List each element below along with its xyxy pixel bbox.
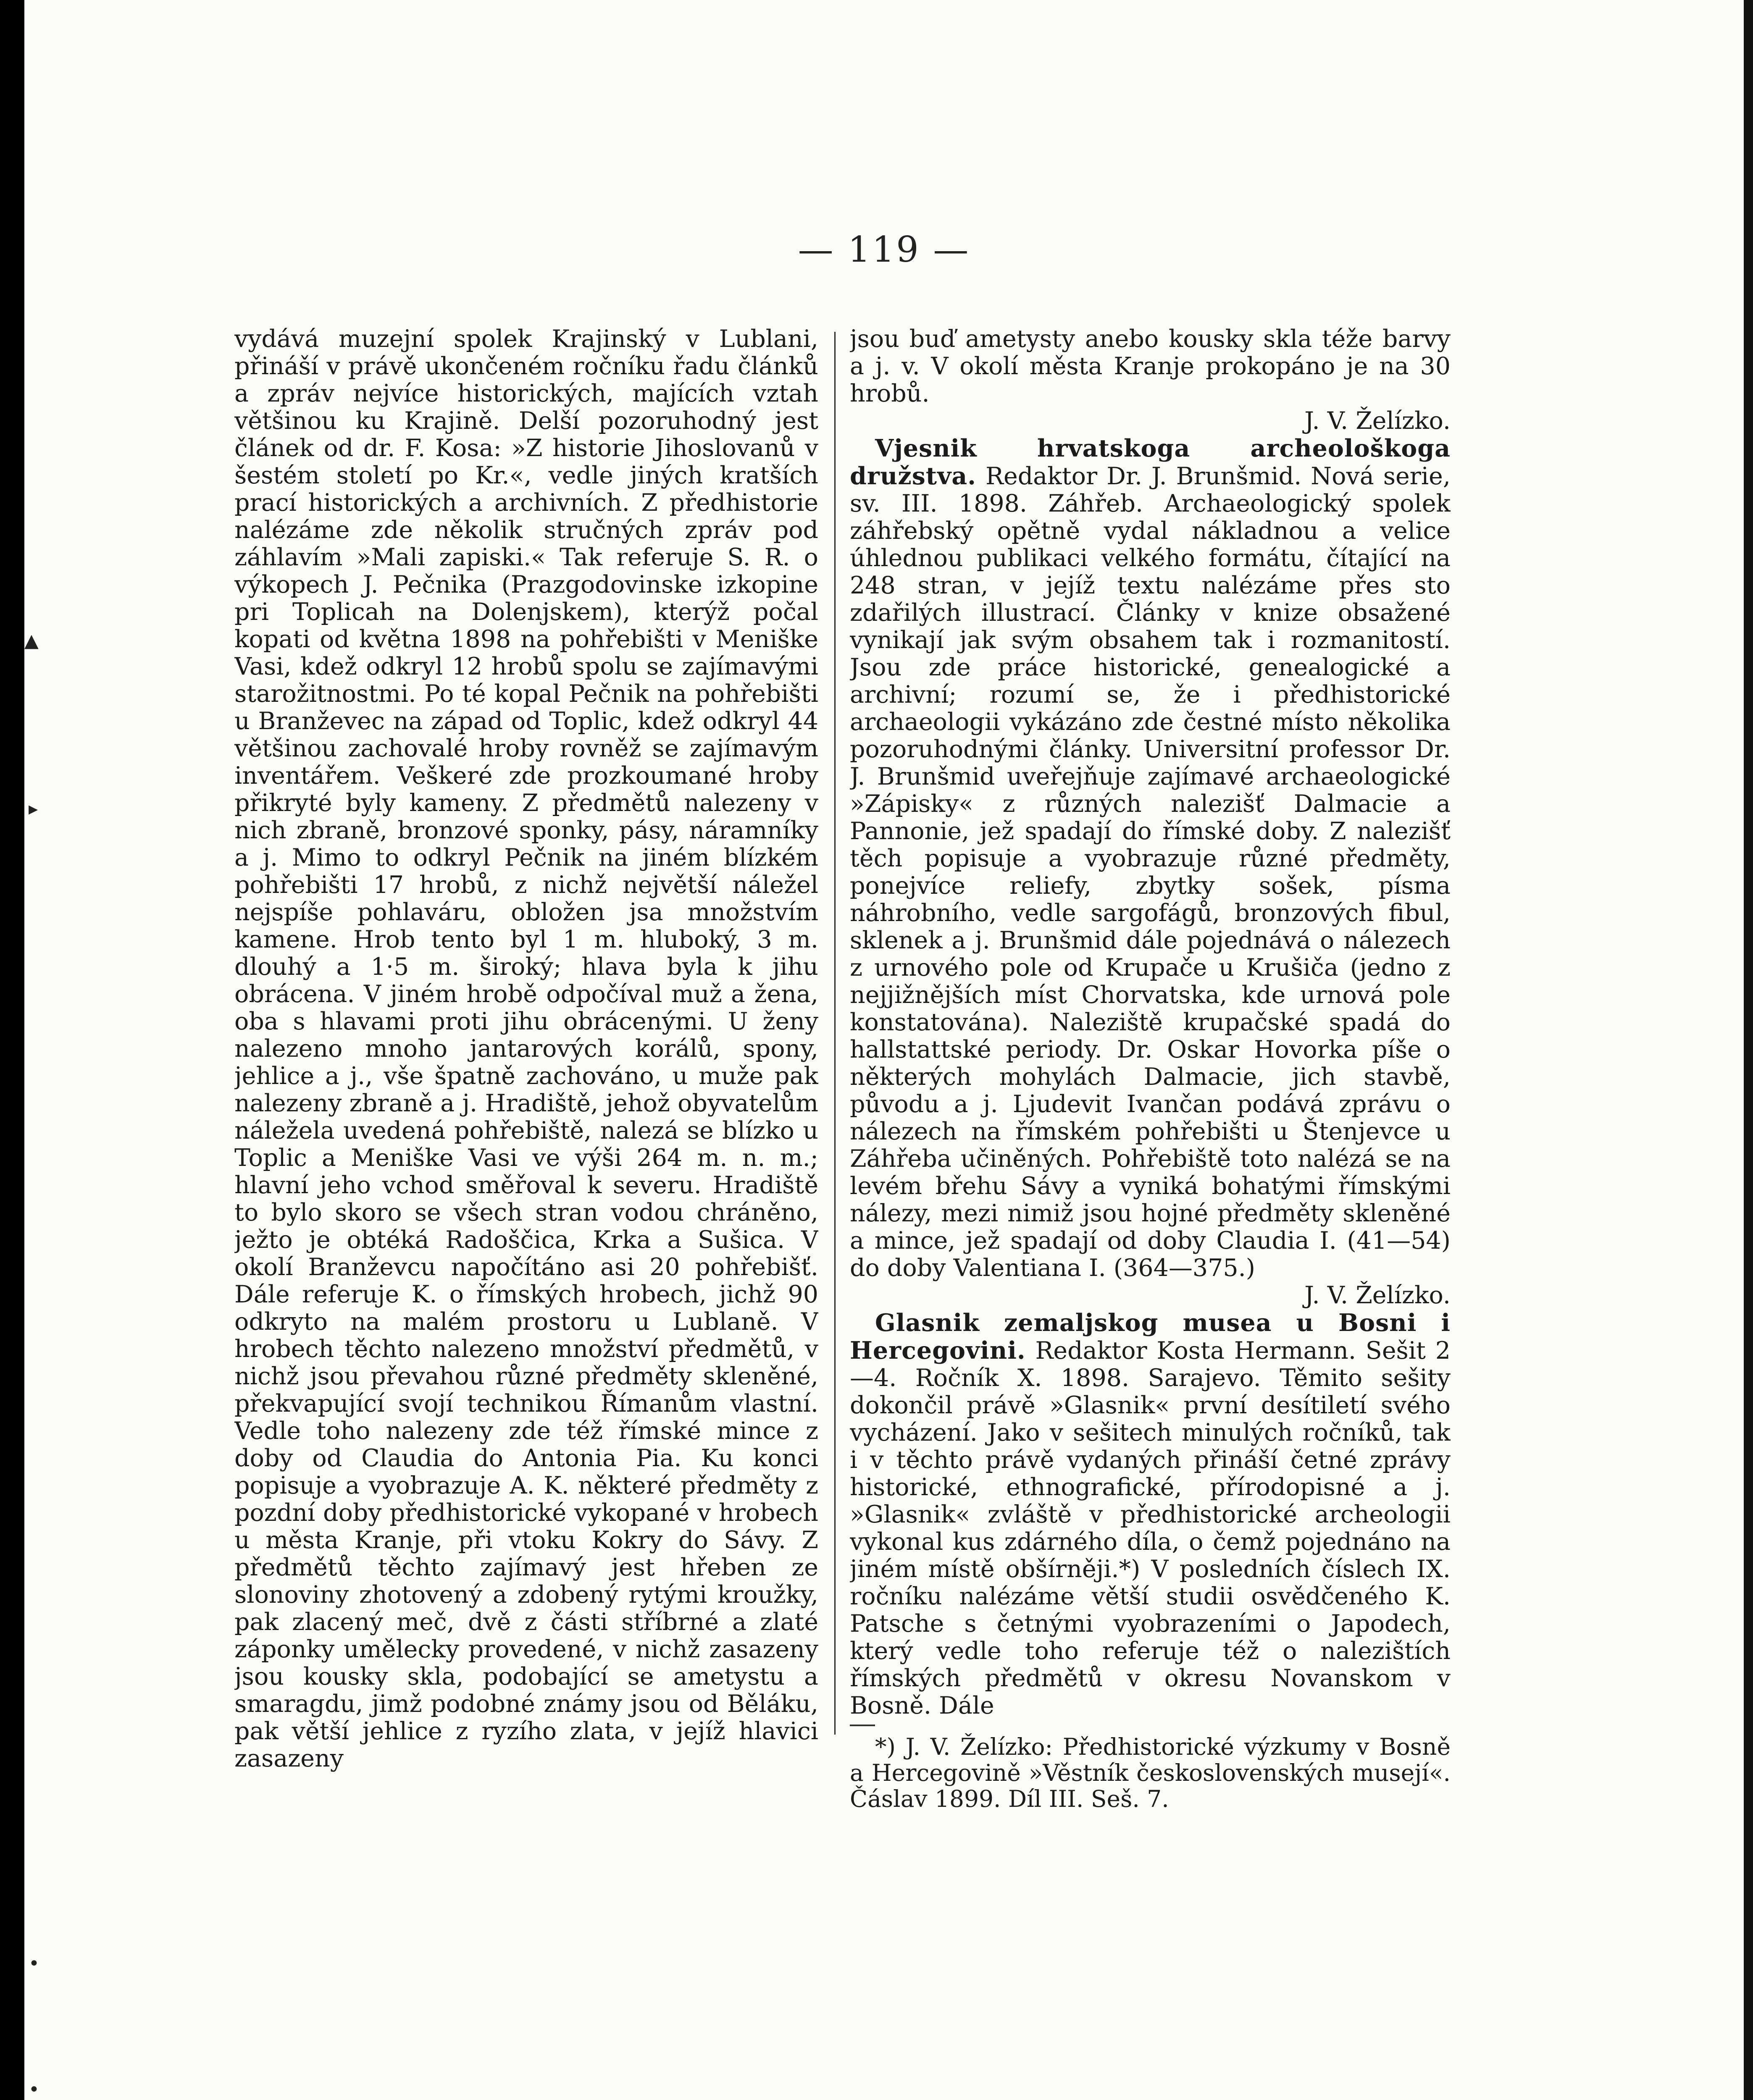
footnote-separator bbox=[850, 1725, 875, 1726]
left-column bbox=[234, 326, 818, 2100]
margin-mark-icon: ▸ bbox=[29, 798, 38, 819]
margin-mark-icon: • bbox=[29, 2079, 39, 2100]
margin-mark-icon: ▲ bbox=[24, 630, 39, 651]
review-glasnik bbox=[850, 1309, 1451, 1719]
margin-mark-icon: • bbox=[29, 1953, 39, 1974]
document-page bbox=[24, 0, 1744, 2100]
review-vjesnik-body: Redaktor Dr. J. Brunšmid. Nová serie, sv. III. 1898. Záhřeb. Archaeologický spolek záhřebský opětně vydal nákladnou a velice úhlednou publikaci velkého formátu, čítající na 248 stran, v jejíž textu nalézáme přes sto zdařilých illustrací. Články v knize obsažené vynikají jak svým obsahem tak i rozmanitostí. Jsou zde práce historické, genealogické a archivní; rozumí se, že i předhistorické archaeologii vykázáno zde čestné místo několika pozoruhodnými články. Universitní professor Dr. J. Brunšmid uveřejňuje zajímavé archaeologické »Zápisky« z různých nalezišť Dalmacie a Pannonie, jež spadají do římské doby. Z nalezišť těch popisuje a vyobrazuje různé předměty, ponejvíce reliefy, zbytky sošek, písma náhrobního, vedle sargofágů, bronzových fibul, sklenek a j. Brunšmid dále pojednává o nálezech z urnového pole od Krupače u Krušiča (jedno z nejjižnějších míst Chorvatska, kde urnová pole konstatována). Naleziště krupačské spadá do hallstattské periody. Dr. Oskar Hovorka píše o některých mohylách Dalmacie, jich stavbě, původu a j. Ljudevit Ivančan podává zprávu o nálezech na římském pohřebišti u Štenjevce u Záhřeba učiněných. Pohřebiště toto nalézá se na levém břehu Sávy a vyniká bohatými římskými nálezy, mezi nimiž jsou hojné předměty skleněné a mince, jež spadají od doby Claudia I. (41—54) do doby Valentiana I. (364—375.) bbox=[850, 462, 1451, 1282]
page-number: — 119 — bbox=[798, 229, 970, 270]
review-vjesnik-title: Vjesnik hrvatskoga archeološkoga družstva. bbox=[850, 434, 1451, 490]
review-vjesnik-signature: J. V. Želízko. bbox=[1304, 1281, 1451, 1309]
scan-border-right bbox=[1744, 0, 1753, 2100]
continuation-text: jsou buď ametysty anebo kousky skla téže barvy a j. v. V okolí města Kranje prokopáno je na 30 hrobů. bbox=[850, 326, 1451, 407]
column-divider bbox=[834, 332, 836, 1735]
continuation-paragraph bbox=[850, 326, 1451, 435]
continuation-signature: J. V. Želízko. bbox=[1304, 407, 1451, 435]
footnote: *) J. V. Želízko: Předhistorické výzkumy v Bosně a Hercegovině »Věstník československých musejí«. Čáslav 1899. Díl III. Seš. 7. bbox=[850, 1733, 1451, 1812]
scan-border-left bbox=[0, 0, 24, 2100]
review-vjesnik bbox=[850, 435, 1451, 1309]
review-glasnik-body: Redaktor Kosta Hermann. Sešit 2—4. Ročník X. 1898. Sarajevo. Těmito sešity dokončil právě »Glasnik« první desítiletí svého vycházení. Jako v sešitech minulých ročníků, tak i v těchto právě vydaných přináší četné zprávy historické, ethnografické, přírodopisné a j. »Glasnik« zvláště v předhistorické archeologii vykonal kus zdárného díla, o čemž pojednáno na jiném místě obšírněji.*) V posledních číslech IX. ročníku nalézáme větší studii osvědčeného K. Patsche s četnými vyobrazeními o Japodech, který vedle toho referuje též o nalezištích římských předmětů v okresu Novanskom v Bosně. Dále bbox=[850, 1337, 1451, 1719]
left-column-paragraph: vydává muzejní spolek Krajinský v Lublani, přináší v právě ukončeném ročníku řadu článků a zpráv nejvíce historických, majících vztah většinou ku Krajině. Delší pozoruhodný jest článek od dr. F. Kosa: »Z historie Jihoslovanů v šestém století po Kr.«, vedle jiných kratších prací historických a archivních. Z předhistorie nalézáme zde několik stručných zpráv pod záhlavím »Mali zapiski.« Tak referuje S. R. o výkopech J. Pečnika (Prazgodovinske izkopine pri Toplicah na Dolenjskem), kterýž počal kopati od května 1898 na pohřebišti v Meniške Vasi, kdež odkryl 12 hrobů spolu se zajímavými starožitnostmi. Po té kopal Pečnik na pohřebišti u Branževec na západ od Toplic, kdež odkryl 44 většinou zachovalé hroby rovněž se zajímavým inventářem. Veškeré zde prozkoumané hroby přikryté byly kameny. Z předmětů nalezeny v nich zbraně, bronzové sponky, pásy, náramníky a j. Mimo to odkryl Pečnik na jiném blízkém pohřebišti 17 hrobů, z nichž největší náležel nejspíše pohlaváru, obložen jsa množstvím kamene. Hrob tento byl 1 m. hluboký, 3 m. dlouhý a 1·5 m. široký; hlava byla k jihu obrácena. V jiném hrobě odpočíval muž a žena, oba s hlavami proti jihu obrácenými. U ženy nalezeno mnoho jantarových korálů, spony, jehlice a j., vše špatně zachováno, u muže pak nalezeny zbraně a j. Hradiště, jehož obyvatelům náležela uvedená pohřebiště, nalezá se blízko u Toplic a Meniške Vasi ve výši 264 m. n. m.; hlavní jeho vchod směřoval k severu. Hradiště to bylo skoro se všech stran vodou chráněno, ježto je obtéká Radoščica, Krka a Sušica. V okolí Branževcu napočítáno asi 20 pohřebišť. Dále referuje K. o římských hrobech, jichž 90 odkryto na malém prostoru u Lublaně. V hrobech těchto nalezeno množství předmětů, v nichž jsou převahou různé předměty skleněné, překvapující svojí technikou Římanům vlastní. Vedle toho nalezeny zde též římské mince z doby od Claudia do Antonia Pia. Ku konci popisuje a vyobrazuje A. K. některé předměty z pozdní doby předhistorické vykopané v hrobech u města Kranje, při vtoku Kokry do Sávy. Z předmětů těchto zajímavý jest hřeben ze slonoviny zhotovený a zdobený rytými kroužky, pak zlacený meč, dvě z části stříbrné a zlaté záponky umělecky provedené, v nichž zasazeny jsou kousky skla, podobající se ametystu a smaragdu, jimž podobné známy jsou od Běláku, pak větší jehlice z ryzího zlata, v jejíž hlavici zasazeny bbox=[234, 326, 818, 1772]
review-glasnik-title: Glasnik zemaljskog musea u Bosni i Hercegovini. bbox=[850, 1309, 1451, 1365]
right-column bbox=[850, 326, 1451, 2100]
